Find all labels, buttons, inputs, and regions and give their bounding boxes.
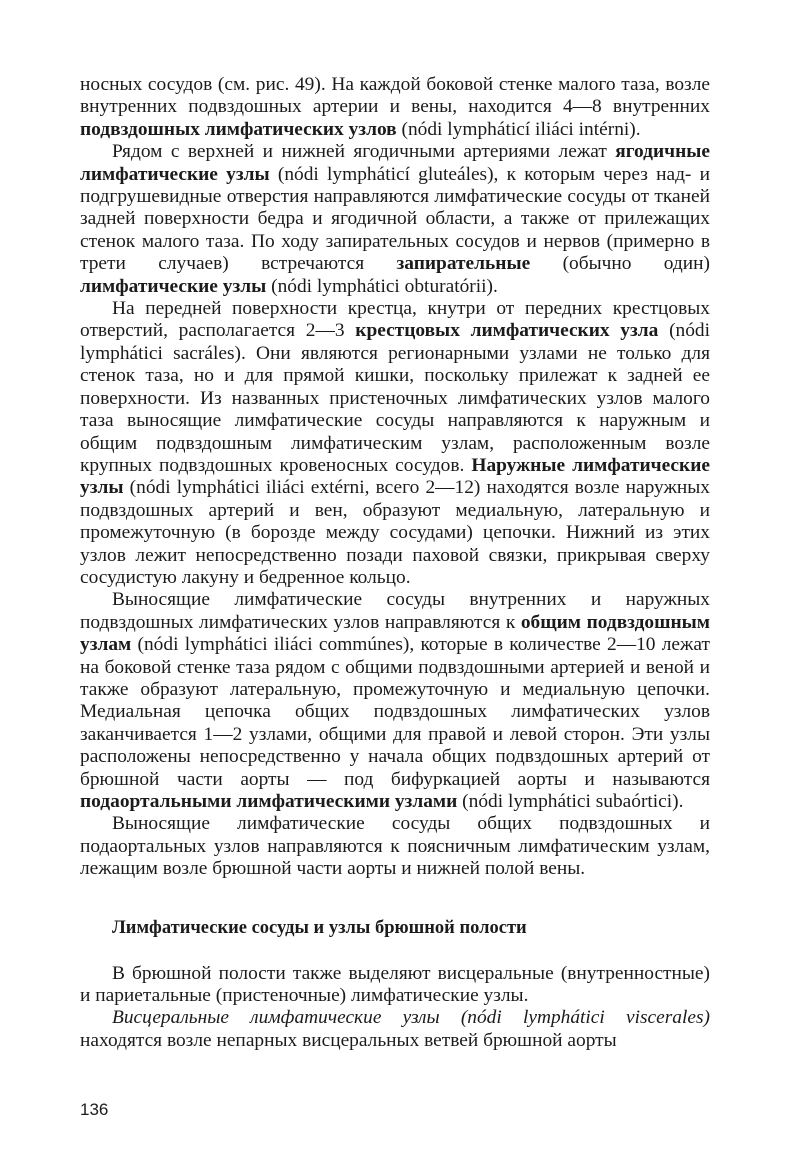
paragraph-6: В брюшной полости также выделяют висцеральные (внутренностные) и париетальные (пристеночные) лимфатические узлы. (80, 962, 710, 1007)
text-run: (nódi lymphátici sacráles). Они являются регионарными узлами не только для стенок таза, но и для прямой кишки, поскольку прилежат к задней ее поверхности. Из названных пристеночных лимфатических узлов малого таза выносящие лимфатические сосуды направляются к наружным и общим подвздошным лимфатическим узлам, расположенным возле крупных подвздошных кровеносных сосудов. (80, 320, 710, 476)
text-run: находятся возле непарных висцеральных ветвей брюшной аорты (80, 1029, 617, 1051)
bold-term: ягодичные лимфатические узлы (80, 141, 710, 185)
paragraph-3 (80, 298, 710, 589)
text-run: (nódi lympháticí gluteáles), к которым через над- и подгрушевидные отверстия направляются лимфатические сосуды от тканей задней поверхности бедра и ягодичной области, а также от прилежащих стенок малого таза. По ходу запирательных сосудов и нервов (примерно в трети случаев) встречаются (80, 163, 710, 275)
paragraph-1 (80, 74, 710, 141)
bold-term: общим подвздошным узлам (80, 611, 710, 656)
paragraph-7 (80, 1007, 710, 1052)
bold-term: Наружные лимфатические узлы (80, 454, 710, 499)
paragraph-2 (80, 141, 710, 298)
bold-term: лимфатические узлы (80, 275, 267, 297)
text-run: (nódi lymphátici obturatórii). (266, 275, 498, 297)
bold-term: подвздошных лимфатических узлов (80, 118, 397, 140)
text-run: носных сосудов (см. рис. 49). На каждой боковой стенке малого таза, возле внутренних подвздошных артерии и вены, находится 4—8 внутренних (80, 74, 710, 118)
body-text (80, 74, 710, 1052)
text-run: Выносящие лимфатические сосуды внутренних и наружных подвздошных лимфатических узлов направляются к (80, 589, 710, 633)
bold-term: подаортальными лимфатическими узлами (80, 791, 458, 812)
bold-term: запирательные (396, 253, 531, 275)
text-run: (nódi lympháticí iliáci intérni). (396, 118, 641, 140)
section-heading: Лимфатические сосуды и узлы брюшной полости (112, 917, 527, 938)
text-run: (nódi lymphátici iliáci extérni, всего 2—12) находятся возле наружных подвздошных артерий и вен, образуют медиальную, латеральную и промежуточную (в борозде между сосудами) цепочки. Нижний из этих узлов лежит непосредственно позади паховой связки, прикрывая сверху сосудистую лакуну и бедренное кольцо. (80, 477, 710, 588)
text-run: (nódi lymphátici iliáci commúnes), которые в количестве 2—10 лежат на боковой стенке таза рядом с общими подвздошными артерией и веной и также образуют латеральную, промежуточную и медиальную цепочки. Медиальная цепочка общих подвздошных лимфатических узлов заканчивается 1—2 узлами, общими для правой и левой сторон. Эти узлы расположены непосредственно у начала общих подвздошных артерий от брюшной части аорты — под бифуркацией аорты и называются (80, 634, 710, 790)
text-run: (nódi lymphátici subaórtici). (457, 791, 684, 812)
italic-term: Висцеральные лимфатические узлы (nódi lymphátici viscerales) (112, 1007, 710, 1029)
paragraph-4 (80, 589, 710, 813)
page-number: 136 (80, 1100, 109, 1119)
text-run: Рядом с верхней и нижней ягодичными артериями лежат (112, 141, 616, 163)
paragraph-5: Выносящие лимфатические сосуды общих подвздошных и подаортальных узлов направляются к поясничным лимфатическим узлам, лежащим возле брюшной части аорты и нижней полой вены. (80, 813, 710, 880)
text-run: На передней поверхности крестца, кнутри от передних крестцовых отверстий, располагается 2—3 (80, 298, 710, 342)
text-run: (обычно один) (530, 253, 710, 275)
bold-term: крестцовых лимфатических узла (355, 320, 659, 342)
